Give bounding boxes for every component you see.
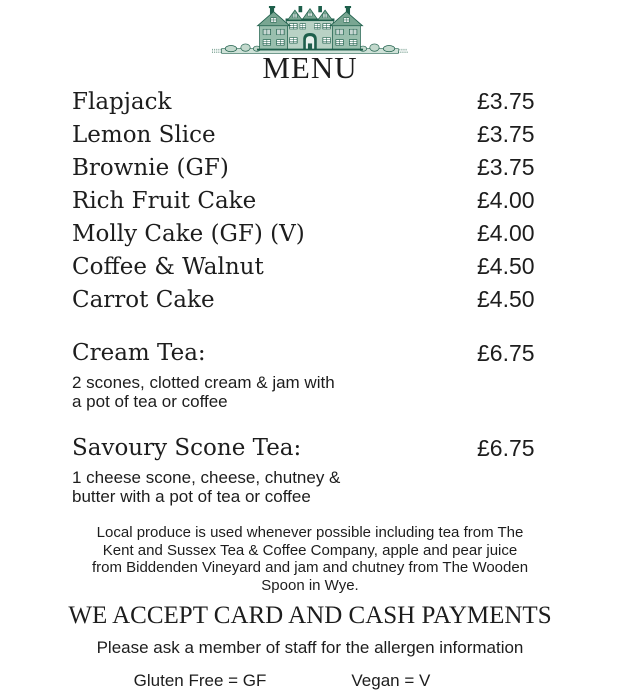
gluten-free-key: Gluten Free = GF [133,670,267,690]
payments-heading: WE ACCEPT CARD AND CASH PAYMENTS [68,602,552,629]
vegan-key: Vegan = V [351,670,431,690]
logo-wrap [0,0,620,56]
special-description-line: a pot of tea or coffee [72,392,228,411]
special-price: £6.75 [477,339,535,366]
local-produce-note-line: from Biddenden Vineyard and jam and chutney from The Wooden [91,559,529,576]
item-price: £4.00 [477,220,535,246]
item-price: £3.75 [477,154,535,180]
menu-item-row [72,85,555,118]
item-name: Carrot Cake [72,286,215,313]
item-price: £4.00 [477,187,535,213]
local-produce-note-line: Spoon in Wye. [261,576,359,594]
item-name: Coffee & Walnut [72,253,264,280]
menu-item-row [72,217,555,250]
special-description-line: 2 scones, clotted cream & jam with [72,373,335,392]
menu-item-row [72,250,555,283]
local-produce-note [0,524,620,594]
special-description-line: 1 cheese scone, cheese, chutney & [72,468,341,487]
local-produce-note-line: Local produce is used whenever possible including tea from The [96,524,524,541]
menu-item-row [72,151,555,184]
item-price: £3.75 [477,88,535,114]
special-head [72,433,555,463]
allergen-notice: Please ask a member of staff for the allergen information [96,637,524,657]
item-name: Brownie (GF) [72,154,229,181]
special-description [72,373,555,411]
special-description-line: butter with a pot of tea or coffee [72,487,311,506]
special-name: Savoury Scone Tea: [72,435,302,461]
special-description [72,468,555,506]
item-name: Molly Cake (GF) (V) [72,220,305,247]
menu-item-list [72,85,555,316]
item-price: £4.50 [477,253,535,279]
item-price: £3.75 [477,121,535,147]
special-savoury-scone-tea [72,433,555,506]
menu-item-row [72,283,555,316]
local-produce-note-line: Kent and Sussex Tea & Coffee Company, apple and pear juice [102,541,518,559]
special-name: Cream Tea: [72,340,206,366]
menu-item-row [72,118,555,151]
special-head [72,338,555,368]
item-name: Lemon Slice [72,121,216,148]
menu-item-row [72,184,555,217]
special-price: £6.75 [477,434,535,461]
item-price: £4.50 [477,286,535,312]
dietary-legend [0,671,592,691]
special-cream-tea [72,338,555,411]
page-title: MENU [262,50,358,85]
item-name: Flapjack [72,88,172,115]
item-name: Rich Fruit Cake [72,187,257,214]
